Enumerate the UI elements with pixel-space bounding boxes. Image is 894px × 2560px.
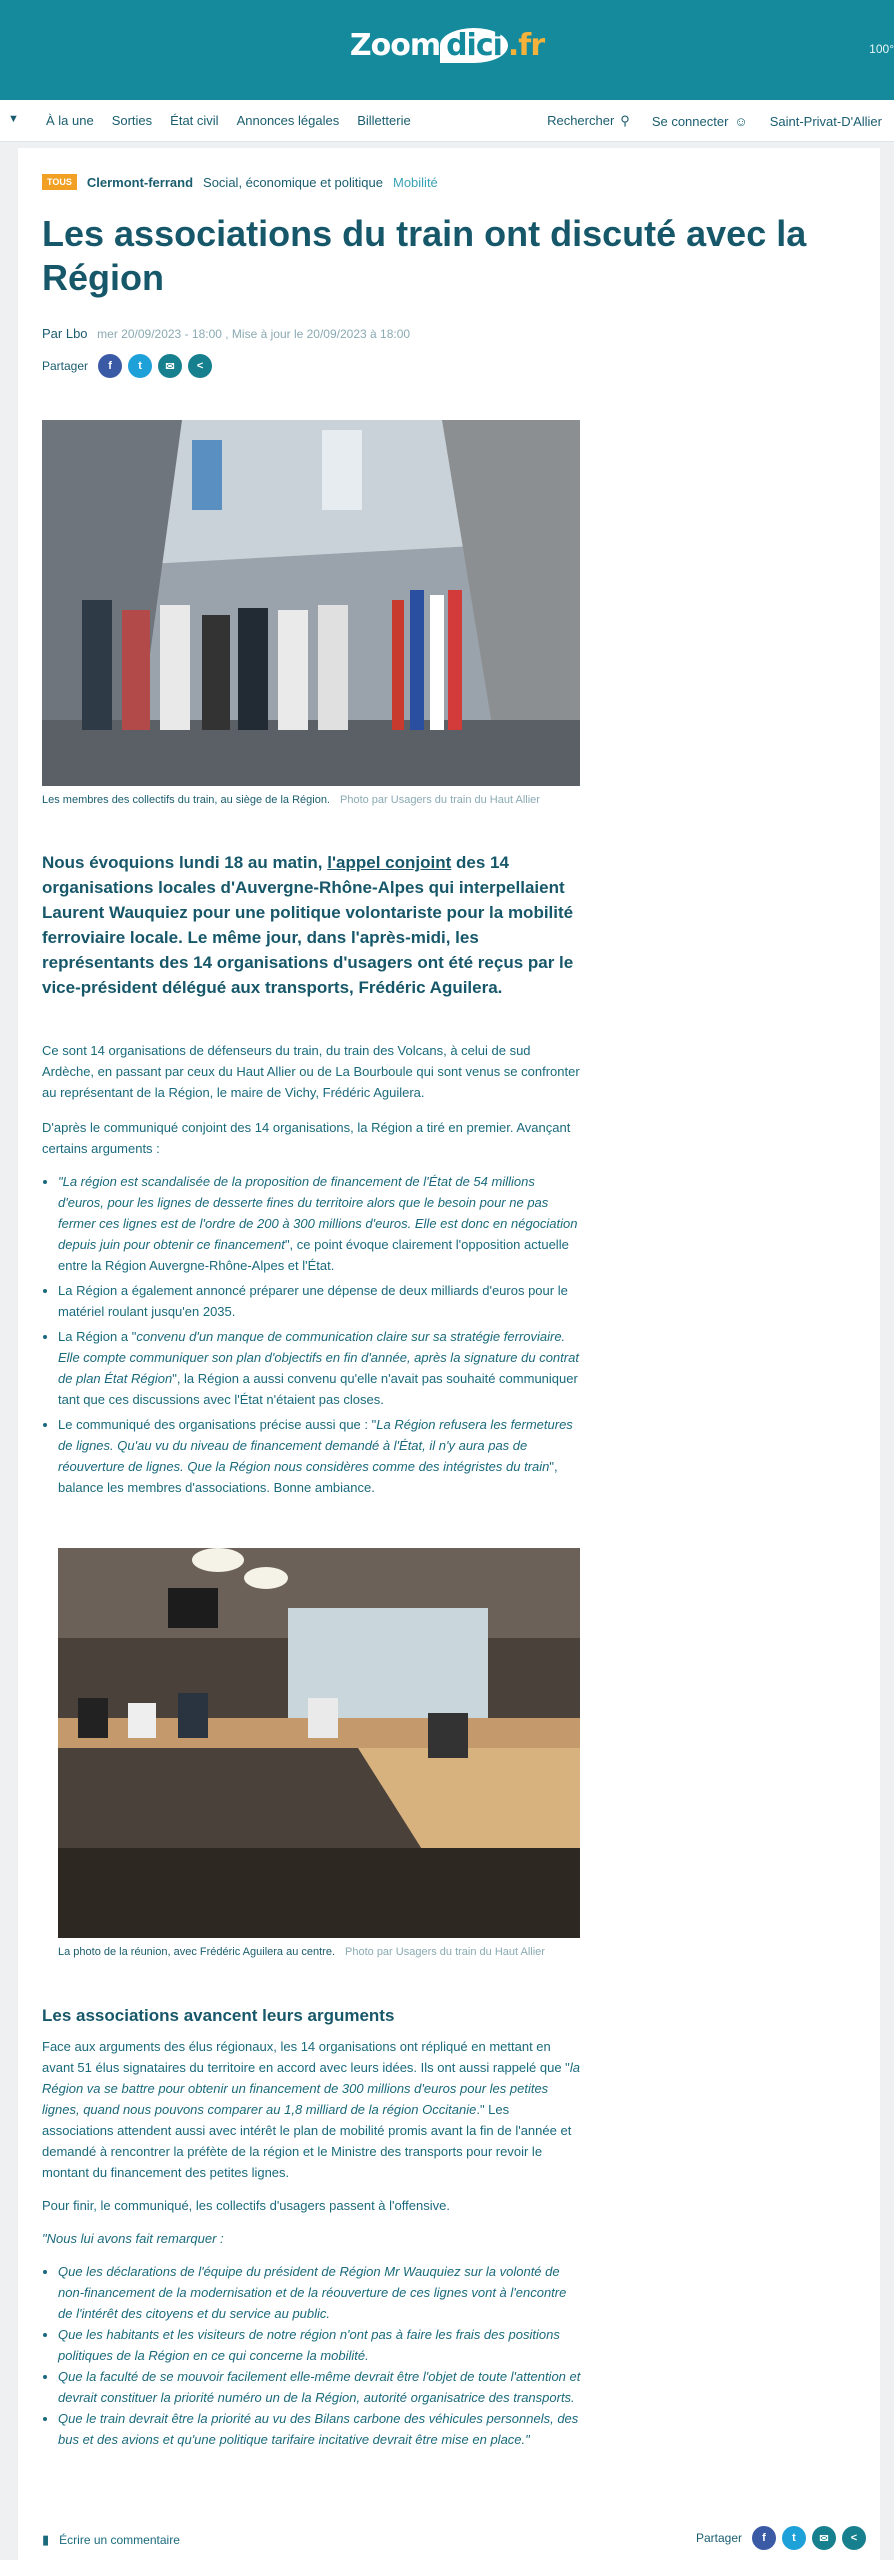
location-selector[interactable]: Saint-Privat-D'Allier	[769, 113, 882, 129]
appel-conjoint-link[interactable]: l'appel conjoint	[327, 853, 452, 872]
section-heading: Les associations avancent leurs arguments	[42, 2006, 395, 2025]
article-card	[18, 148, 880, 2560]
nav-item-billetterie[interactable]: Billetterie	[357, 113, 411, 128]
list-item: • La Région a également annoncé préparer une dépense de deux milliards d'euros pour le matériel roulant jusqu'en 2035.	[58, 1280, 582, 1322]
main-nav	[0, 100, 894, 142]
login-button[interactable]: Se connecter ☺	[651, 113, 748, 129]
article-body-2	[42, 2036, 582, 2450]
paragraph: "Nous lui avons fait remarquer :	[42, 2231, 224, 2246]
mail-icon[interactable]: ✉	[158, 354, 182, 378]
comment-icon: ▮	[42, 2532, 50, 2547]
site-header	[0, 0, 894, 100]
article-photo-2	[58, 1548, 580, 1938]
photo-2-credit: Photo par Usagers du train du Haut Allier	[345, 1946, 545, 1958]
photo-meeting-image	[58, 1548, 580, 1938]
publish-date: mer 20/09/2023 - 18:00 , Mise à jour le 20/09/2023 à 18:00	[97, 327, 411, 341]
list-item: • Le communiqué des organisations précise aussi que : "La Région refusera les fermetures de lignes. Qu'au vu du niveau de financement demandé à l'État, il n'y aura pas de réouverture de lignes. Que la Région nous considères comme des intégristes du train", balance les membres d'associations. Bonne ambiance.	[58, 1414, 582, 1498]
page-title: Les associations du train ont discuté avec la Région	[42, 213, 807, 298]
share-label: Partager	[695, 2531, 742, 2545]
share-label: Partager	[42, 359, 89, 373]
author: Par Lbo	[42, 326, 88, 341]
search-button[interactable]: Rechercher ⚲	[547, 113, 630, 128]
share-bar-bottom	[696, 2526, 866, 2550]
tous-badge[interactable]: TOUS	[42, 174, 77, 190]
nav-item-annonces[interactable]: Annonces légales	[236, 113, 340, 128]
category-tag[interactable]: Social, économique et politique	[203, 174, 383, 190]
nav-item-etat-civil[interactable]: État civil	[170, 113, 219, 128]
mail-icon[interactable]: ✉	[812, 2526, 836, 2550]
nav-item-une[interactable]: À la une	[46, 113, 94, 128]
paragraph: D'après le communiqué conjoint des 14 organisations, la Région a tiré en premier. Avançant certains arguments :	[42, 1120, 571, 1156]
city-tag[interactable]: Clermont-ferrand	[86, 174, 194, 190]
list-item: • Que le train devrait être la priorité au vu des Bilans carbone des véhicules personnels, des bus et des avions et qu'une politique tarifaire incitative devrait être mise en place."	[58, 2408, 582, 2450]
nav-item-sorties[interactable]: Sorties	[111, 113, 153, 128]
facebook-icon[interactable]: f	[752, 2526, 776, 2550]
comment-link[interactable]: ▮ Écrire un commentaire	[42, 2532, 180, 2547]
list-item: • Que la faculté de se mouvoir facilement elle-même devrait être l'objet de toute l'attention et devrait constituer la priorité numéro un de la Région, autorité organisatrice des transports.	[58, 2366, 582, 2408]
list-item: • "La région est scandalisée de la proposition de financement de l'État de 54 millions d'euros, pour les lignes de desserte fines du territoire alors que le besoin pour ne pas fermer ces lignes est de l'ordre de 200 à 300 millions d'euros. Elle est donc en négociation depuis juin pour obtenir ce financement", ce point évoque clairement l'opposition actuelle entre la Région Auvergne-Rhône-Alpes et l'État.	[58, 1171, 582, 1276]
remarks-list	[42, 2261, 582, 2450]
subcategory-tag[interactable]: Mobilité	[392, 174, 438, 190]
article-photo-1	[42, 420, 580, 786]
twitter-icon[interactable]: t	[782, 2526, 806, 2550]
share-bar-top	[42, 354, 212, 378]
weather-readout: 100°	[869, 42, 894, 56]
article-tags	[42, 174, 438, 190]
chevron-down-icon[interactable]: ▼	[8, 113, 19, 125]
share-icon[interactable]: <	[842, 2526, 866, 2550]
paragraph: Face aux arguments des élus régionaux, les 14 organisations ont répliqué en mettant en avant 51 élus signataires du territoire en accord avec leurs idées. Ils ont aussi rappelé que "la Région va se battre pour obtenir un financement de 300 millions d'euros pour les petites lignes, quand nous pouvons comparer au 1,8 milliard de la région Occitanie." Les associations attendent aussi avec intérêt le plan de mobilité promis avant la fin de l'année et demandé à rencontrer la préfète de la région et le Ministre des transports pour revoir le montant du financement des petites lignes.	[42, 2039, 580, 2180]
list-item: • La Région a "convenu d'un manque de communication claire sur sa stratégie ferroviaire. Elle compte communiquer son plan d'objectifs en fin d'année, après la signature du contrat de plan État Région", la Région a aussi convenu qu'elle n'avait pas souhaité communiquer tant que ces discussions avec l'État n'étaient pas closes.	[58, 1326, 582, 1410]
list-item: • Que les déclarations de l'équipe du président de Région Mr Wauquiez sur la volonté de non-financement de la modernisation et de la réouverture de ces lignes vont à l'encontre de l'intérêt des citoyens et du service au public.	[58, 2261, 582, 2324]
article-body-1	[42, 1040, 582, 1498]
photo-group-image	[42, 420, 580, 786]
site-logo[interactable]: Zoom dici .fr	[349, 28, 545, 63]
arguments-list	[42, 1171, 582, 1498]
facebook-icon[interactable]: f	[98, 354, 122, 378]
photo-1-credit: Photo par Usagers du train du Haut Allier	[340, 794, 540, 806]
twitter-icon[interactable]: t	[128, 354, 152, 378]
share-icon[interactable]: <	[188, 354, 212, 378]
search-icon: ⚲	[620, 113, 630, 128]
photo-2-caption: La photo de la réunion, avec Frédéric Aguilera au centre. Photo par Usagers du train du Haut Allier	[58, 1946, 545, 1958]
paragraph: Pour finir, le communiqué, les collectifs d'usagers passent à l'offensive.	[42, 2198, 450, 2213]
byline	[42, 326, 410, 341]
article-lead: Nous évoquions lundi 18 au matin, l'appel conjoint des 14 organisations locales d'Auvergne-Rhône-Alpes qui interpellaient Laurent Wauquiez pour une politique volontariste pour la mobilité ferroviaire locale. Le même jour, dans l'après-midi, les représentants des 14 organisations d'usagers ont été reçus par le vice-président délégué aux transports, Frédéric Aguilera.	[42, 853, 574, 997]
photo-1-caption: Les membres des collectifs du train, au siège de la Région. Photo par Usagers du train du Haut Allier	[42, 794, 540, 806]
list-item: • Que les habitants et les visiteurs de notre région n'ont pas à faire les frais des positions politiques de la Région en ce qui concerne la mobilité.	[58, 2324, 582, 2366]
paragraph: Ce sont 14 organisations de défenseurs du train, du train des Volcans, à celui de sud Ardèche, en passant par ceux du Haut Allier ou de La Bourboule qui sont venus se confronter au représentant de la Région, le maire de Vichy, Frédéric Aguilera.	[42, 1043, 580, 1100]
user-icon: ☺	[734, 113, 748, 129]
